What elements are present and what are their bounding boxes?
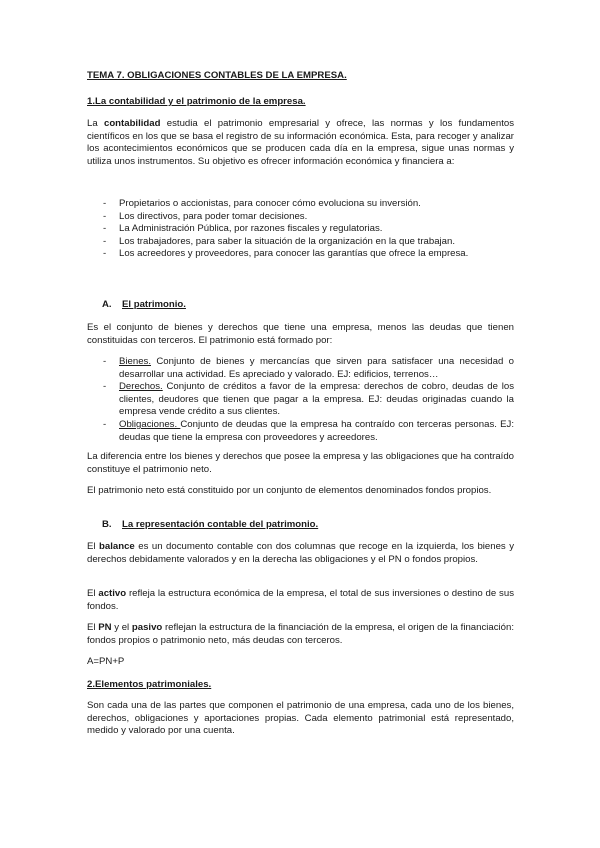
section-a-list [87, 356, 514, 444]
term-pasivo: pasivo [131, 622, 163, 633]
list-item: - Los directivos, para poder tomar decisiones. [87, 211, 514, 224]
section-b-paragraph-1: El balance es un documento contable con dos columnas que recoge en la izquierda, los bienes y derechos debidamente valorados y en la derecha las obligaciones y el PN o fondos propios. [87, 541, 514, 565]
section-1-heading: 1.La contabilidad y el patrimonio de la empresa. [87, 96, 306, 107]
section-a-paragraph-3: El patrimonio neto está constituido por un conjunto de elementos denominados fondos propios. [87, 485, 492, 496]
term-pn: PN [98, 622, 112, 633]
list-item: - Los acreedores y proveedores, para conocer las garantías que ofrece la empresa. [87, 248, 514, 261]
list-item: - Bienes. Conjunto de bienes y mercancías que sirven para satisfacer una necesidad o desarrollar una actividad. Es apreciado y valorado. EJ: edificios, terrenos… [87, 356, 514, 381]
section-a-paragraph-2: La diferencia entre los bienes y derechos que posee la empresa y las obligaciones que ha contraído constituye el patrimonio neto. [87, 451, 514, 475]
list-item: - La Administración Pública, por razones fiscales y regulatorias. [87, 223, 514, 236]
balance-formula: A=PN+P [87, 656, 125, 667]
section-2-heading: 2.Elementos patrimoniales. [87, 679, 212, 690]
section-a-paragraph-1: Es el conjunto de bienes y derechos que tiene una empresa, menos las deudas que tienen constituidas con terceros. El patrimonio está formado por: [87, 322, 514, 346]
section-2-paragraph: Son cada una de las partes que componen el patrimonio de una empresa, cada uno de los bienes, derechos, obligaciones y aportaciones propias. Cada elemento patrimonial está representado, medido y valorado por una cuenta. [87, 700, 514, 737]
section-a-heading: A. El patrimonio. [102, 299, 186, 310]
term-contabilidad: contabilidad [103, 118, 161, 129]
list-item: - Los trabajadores, para saber la situación de la organización en la que trabajan. [87, 236, 514, 249]
term-balance: balance [99, 541, 135, 552]
section-1-paragraph: La contabilidad estudia el patrimonio empresarial y ofrece, las normas y los fundamentos científicos en los que se basa el registro de su información económica. Esta, para recoger y analizar los acontecimientos económicos que se producen cada día en la empresa, sigue unas normas y utiliza unos instrumentos. Su objetivo es ofrecer información económica y financiera a: [87, 118, 515, 167]
section-b-paragraph-2: El activo refleja la estructura económica de la empresa, el total de sus inversiones o destino de sus fondos. [87, 588, 514, 612]
list-item: - Obligaciones. Conjunto de deudas que la empresa ha contraído con terceras personas. EJ: deudas que tiene la empresa con proveedores y acreedores. [87, 419, 514, 444]
section-b-heading: B. La representación contable del patrimonio. [102, 519, 319, 530]
section-1-list [87, 198, 514, 261]
list-item: - Propietarios o accionistas, para conocer cómo evoluciona su inversión. [87, 198, 514, 211]
section-b-paragraph-3: El PN y el pasivo reflejan la estructura de la financiación de la empresa, el origen de la financiación: fondos propios o patrimonio neto, más deudas con terceros. [87, 622, 514, 646]
list-item: - Derechos. Conjunto de créditos a favor de la empresa: derechos de cobro, deudas de los clientes, deudores que tienen que pagar a la empresa. EJ: deudas originadas cuando la empresa vende crédito a sus clientes. [87, 381, 514, 419]
document-title: TEMA 7. OBLIGACIONES CONTABLES DE LA EMPRESA. [87, 70, 347, 81]
term-activo: activo [98, 588, 127, 599]
